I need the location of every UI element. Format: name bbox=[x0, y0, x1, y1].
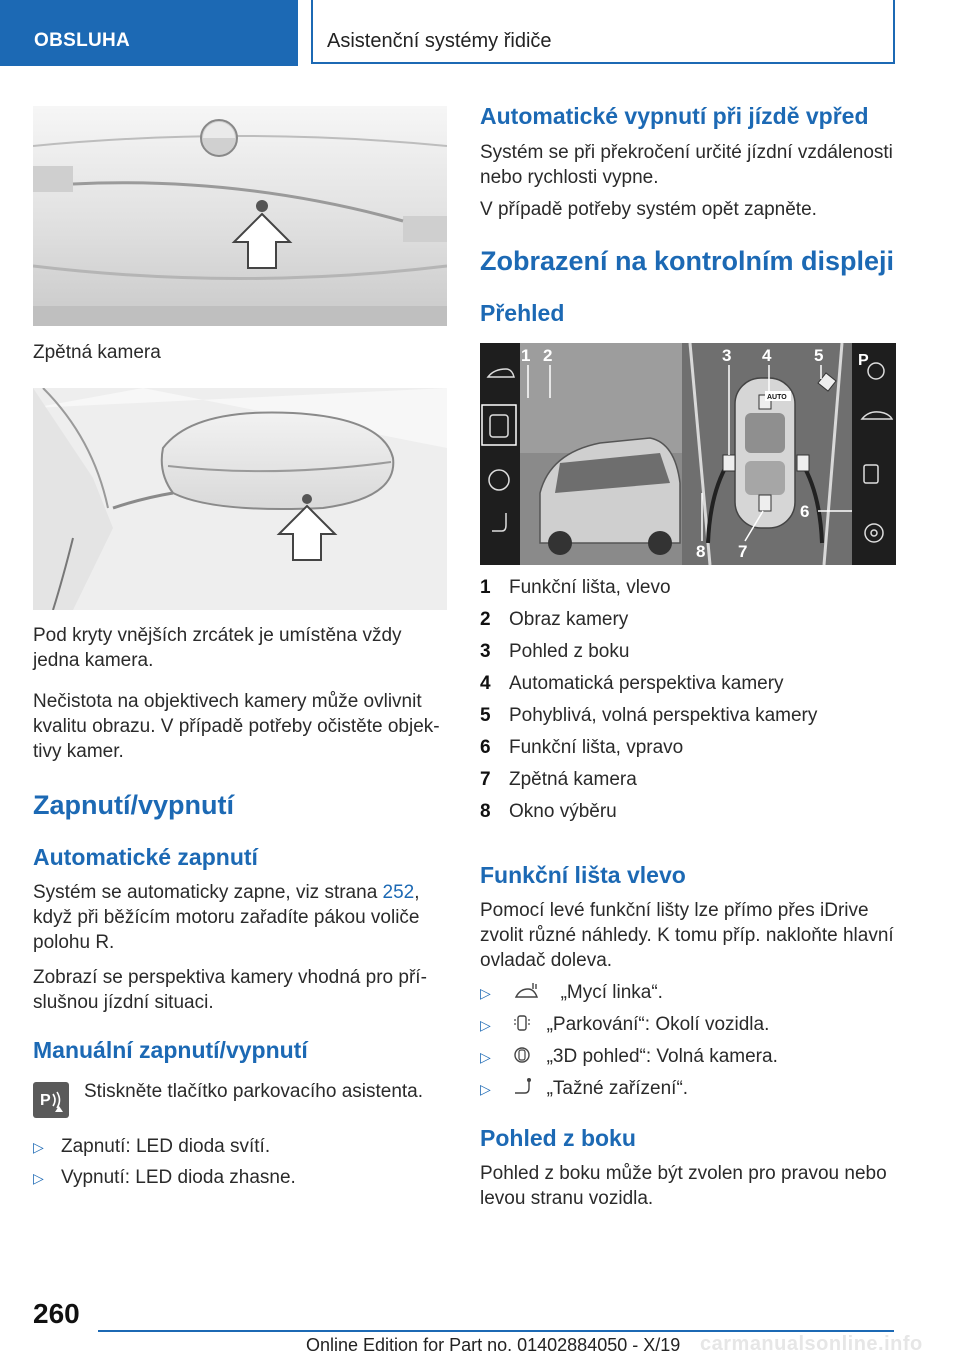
park-assist-button-icon bbox=[33, 1082, 69, 1118]
list-item-number: 2 bbox=[480, 609, 491, 630]
heading-bar-left: Funkční lišta vlevo bbox=[480, 862, 686, 888]
footer-divider bbox=[98, 1330, 894, 1332]
list-item-text: Okno výběru bbox=[509, 801, 617, 822]
dirt-paragraph: Nečistota na objektivech kamery může ovlivnit kvalitu obrazu. V případě potřeby očistěte objek-tivy kamer. bbox=[33, 691, 440, 762]
heading-on-off: Zapnutí/vypnutí bbox=[33, 790, 234, 820]
mirror-paragraph: Pod kryty vnějších zrcátek je umístěna vždy jedna kamera. bbox=[33, 625, 402, 671]
chapter-title: Asistenční systémy řidiče bbox=[311, 0, 895, 64]
bullet-triangle-icon: ▷ bbox=[480, 1017, 491, 1033]
manual-text: Stiskněte tlačítko parkovacího asistenta. bbox=[84, 1081, 424, 1102]
list-item-number: 4 bbox=[480, 673, 491, 694]
bar-item-parking bbox=[480, 1012, 769, 1038]
list-item-number: 1 bbox=[480, 577, 491, 598]
list-item-text: Funkční lišta, vlevo bbox=[509, 577, 671, 598]
bullet-triangle-icon: ▷ bbox=[480, 1049, 491, 1065]
bar-item-text: „3D pohled“: Volná kamera. bbox=[546, 1046, 778, 1067]
heading-display: Zobrazení na kontrolním displeji bbox=[480, 246, 895, 276]
bar-item-text: „Mycí linka“. bbox=[560, 982, 663, 1003]
list-item-text: Obraz kamery bbox=[509, 609, 629, 630]
bar-item-text: „Tažné zařízení“. bbox=[546, 1078, 689, 1099]
edition-text: Online Edition for Part no. 01402884050 - X/19 bbox=[306, 1335, 681, 1355]
list-item-text: Pohled z boku bbox=[509, 641, 630, 662]
list-item-number: 6 bbox=[480, 737, 491, 758]
bar-item-text: „Parkování“: Okolí vozidla. bbox=[546, 1014, 770, 1035]
bullet-triangle-icon: ▷ bbox=[480, 985, 491, 1001]
car-wash-icon bbox=[513, 981, 541, 1001]
bullet-triangle-icon: ▷ bbox=[480, 1081, 491, 1097]
callout-7: 7 bbox=[738, 542, 748, 561]
callout-8: 8 bbox=[696, 542, 706, 561]
list-item-text: Funkční lišta, vpravo bbox=[509, 737, 684, 758]
auto-on-text-after: , když při běžícím motoru zařadíte pákou voliče polohu R. bbox=[33, 882, 420, 953]
svg-text:P: P bbox=[40, 1092, 51, 1109]
page-header bbox=[0, 0, 960, 66]
caption-rear-camera: Zpětná kamera bbox=[33, 342, 161, 363]
list-item-text: Pohyblivá, volná perspektiva kamery bbox=[509, 705, 818, 726]
bar-item-tow bbox=[480, 1076, 688, 1102]
page-link-252[interactable]: 252 bbox=[382, 882, 415, 903]
section-tab: OBSLUHA bbox=[0, 0, 298, 66]
heading-auto-on: Automatické zapnutí bbox=[33, 844, 258, 870]
tow-hitch-icon bbox=[513, 1077, 535, 1097]
bullet-triangle-icon: ▷ bbox=[33, 1139, 44, 1155]
heading-auto-off: Automatické vypnutí při jízdě vpřed bbox=[480, 103, 869, 129]
heading-overview: Přehled bbox=[480, 300, 565, 326]
callout-1: 1 bbox=[521, 346, 531, 365]
list-item-number: 5 bbox=[480, 705, 491, 726]
auto-off-paragraph-2: V případě potřeby systém opět zapněte. bbox=[480, 199, 817, 220]
3d-view-icon bbox=[513, 1045, 531, 1065]
auto-on-text-before: Systém se automaticky zapne, viz strana bbox=[33, 882, 383, 903]
side-view-paragraph: Pohled z boku může být zvolen pro pravou nebo levou stranu vozidla. bbox=[480, 1163, 887, 1209]
heading-side-view: Pohled z boku bbox=[480, 1125, 636, 1151]
list-item-number: 7 bbox=[480, 769, 491, 790]
callout-2: 2 bbox=[543, 346, 553, 365]
bar-item-3d bbox=[480, 1044, 778, 1070]
page-number: 260 bbox=[33, 1298, 80, 1329]
bullet-led-on bbox=[33, 1134, 270, 1160]
auto-off-paragraph-1: Systém se při překročení určité jízdní vzdálenosti nebo rychlosti vypne. bbox=[480, 142, 893, 188]
list-item-text: Zpětná kamera bbox=[509, 769, 637, 790]
mirror-camera-illustration bbox=[33, 388, 447, 610]
camera-display-diagram bbox=[480, 343, 896, 565]
bullet-led-off bbox=[33, 1165, 296, 1191]
callout-3: 3 bbox=[722, 346, 732, 365]
right-function-bar bbox=[852, 343, 896, 565]
bullet-led-on-text: Zapnutí: LED dioda svítí. bbox=[61, 1136, 271, 1157]
bullet-triangle-icon: ▷ bbox=[33, 1170, 44, 1186]
p-label: P bbox=[858, 352, 869, 369]
parking-view-icon bbox=[513, 1013, 531, 1033]
list-item-text: Automatická perspektiva kamery bbox=[509, 673, 784, 694]
auto-on-paragraph-2: Zobrazí se perspektiva kamery vhodná pro pří-slušnou jízdní situaci. bbox=[33, 967, 427, 1013]
watermark: carmanualsonline.info bbox=[700, 1333, 923, 1355]
rear-camera-illustration bbox=[33, 106, 447, 326]
callout-4: 4 bbox=[762, 346, 772, 365]
heading-manual: Manuální zapnutí/vypnutí bbox=[33, 1037, 308, 1063]
list-item-number: 3 bbox=[480, 641, 491, 662]
list-item-number: 8 bbox=[480, 801, 491, 822]
bullet-led-off-text: Vypnutí: LED dioda zhasne. bbox=[61, 1167, 296, 1188]
callout-5: 5 bbox=[814, 346, 824, 365]
auto-on-paragraph bbox=[33, 880, 443, 955]
bar-left-paragraph: Pomocí levé funkční lišty lze přímo přes iDrive zvolit různé náhledy. K tomu příp. nakloňte hlavní ovladač doleva. bbox=[480, 900, 894, 971]
callout-6: 6 bbox=[800, 502, 810, 521]
auto-label: AUTO bbox=[767, 394, 787, 401]
bar-item-car-wash bbox=[480, 980, 663, 1006]
